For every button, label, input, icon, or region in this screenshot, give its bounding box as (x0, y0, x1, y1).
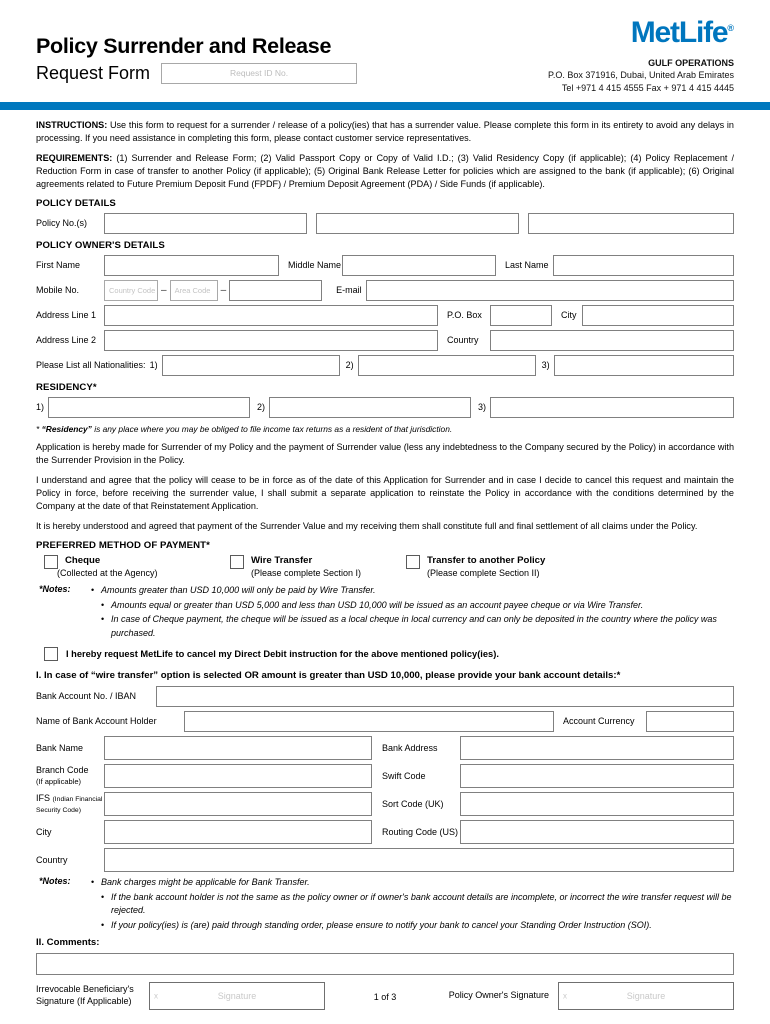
footnote-term: “Residency” (41, 423, 92, 434)
ifs-code-label-main: IFS (36, 792, 51, 803)
mobile-number-input[interactable] (229, 280, 322, 301)
payment-method-heading: PREFERRED METHOD OF PAYMENT* (36, 539, 210, 551)
beneficiary-signature-label-line1: Irrevocable Beneficiary's (36, 984, 134, 995)
sort-code-input[interactable] (460, 792, 734, 816)
residency-footnote (36, 424, 734, 436)
branch-swift-row (36, 764, 734, 788)
payment-option-wire-label: Wire Transfer (251, 554, 313, 566)
branch-code-label-sub: (If applicable) (36, 777, 82, 787)
account-currency-input[interactable] (646, 711, 734, 732)
branch-code-label-main: Branch Code (36, 765, 89, 776)
ifs-code-label-sub: (Indian Financial Security Code) (36, 795, 103, 815)
address-line-2-input[interactable] (104, 330, 438, 351)
residency-row (36, 397, 734, 418)
nationality-input-3[interactable] (554, 355, 734, 376)
residency-input-2[interactable] (269, 397, 471, 418)
policy-no-input-3[interactable] (528, 213, 734, 234)
bank-city-routing-row (36, 820, 734, 844)
email-label: E-mail (336, 284, 362, 295)
address1-row (36, 305, 734, 326)
payment-option-wire-sub: (Please complete Section I) (251, 567, 362, 578)
first-name-label: First Name (36, 259, 81, 270)
country-input[interactable] (490, 330, 734, 351)
bank-notes-list (88, 876, 734, 933)
branch-code-input[interactable] (104, 764, 372, 788)
owner-signature-label: Policy Owner's Signature (448, 990, 549, 1001)
first-name-input[interactable] (104, 255, 279, 276)
office-address: P.O. Box 371916, Dubai, United Arab Emirates (548, 70, 734, 81)
residency-input-1[interactable] (48, 397, 250, 418)
metlife-logo (631, 18, 734, 48)
policy-no-row (36, 213, 734, 234)
owner-details-heading: POLICY OWNER'S DETAILS (36, 239, 165, 251)
payment-notes (36, 584, 734, 641)
area-code-input[interactable]: Area Code (170, 280, 218, 301)
middle-name-input[interactable] (342, 255, 496, 276)
address-line-2-label: Address Line 2 (36, 334, 97, 345)
page-title: Policy Surrender and Release (36, 34, 332, 58)
bank-city-input[interactable] (104, 820, 372, 844)
po-box-input[interactable] (490, 305, 552, 326)
comments-input[interactable] (36, 953, 734, 975)
mobile-separator-2: – (220, 284, 227, 296)
branch-code-label (36, 765, 104, 787)
nationalities-label: Please List all Nationalities: (36, 359, 146, 370)
declaration-paragraph-1: Application is hereby made for Surrender of my Policy and the payment of Surrender value (less any indebtedness to the Company secured by the Policy) in accordance with the Surrender Provision in the Policy. (36, 442, 734, 466)
bank-name-label: Bank Name (36, 742, 84, 753)
account-holder-label: Name of Bank Account Holder (36, 716, 157, 727)
bank-note-3: • If your policy(ies) is (are) paid through standing order, please ensure to notify your bank to cancel your Standing Order Instruction (SOI). (101, 919, 734, 933)
routing-code-input[interactable] (460, 820, 734, 844)
page-number: 1 of 3 (373, 992, 397, 1002)
payment-note-1: • Amounts greater than USD 10,000 will only be paid by Wire Transfer. (101, 584, 734, 598)
direct-debit-row[interactable] (44, 647, 734, 661)
bank-name-input[interactable] (104, 736, 372, 760)
nationality-index-3: 3) (541, 360, 550, 371)
nationality-input-2[interactable] (358, 355, 536, 376)
address2-row (36, 330, 734, 351)
mobile-email-row (36, 280, 734, 301)
routing-code-label: Routing Code (US) (382, 826, 459, 837)
policy-no-label: Policy No.(s) (36, 217, 88, 228)
name-row (36, 255, 734, 276)
registered-trademark-icon: ® (727, 23, 734, 33)
payment-note-3: • In case of Cheque payment, the cheque will be issued as a local cheque in local currency and can only be deposited in the country where the policy was purchased. (101, 613, 734, 640)
request-id-input[interactable]: Request ID No. (161, 63, 357, 84)
payment-note-2: • Amounts equal or greater than USD 5,000 and less than USD 10,000 will be issued as an account payee cheque or via Wire Transfer. (101, 599, 734, 613)
beneficiary-signature-placeholder: Signature (217, 991, 257, 1002)
last-name-input[interactable] (553, 255, 734, 276)
footnote-text: is any place where you may be obliged to file income tax returns as a resident of that jurisdiction. (91, 423, 453, 434)
bank-note-2: • If the bank account holder is not the same as the policy owner or if owner's bank account details are incomplete, or incorrect the wire transfer request will be rejected. (101, 891, 734, 918)
residency-index-1: 1) (36, 402, 45, 413)
bank-address-input[interactable] (460, 736, 734, 760)
requirements-text: (1) Surrender and Release Form; (2) Valid Passport Copy or Copy of Valid I.D.; (3) Valid Residency Copy (if applicable); (4) Policy Replacement / Reduction Form in case of transfer to another Policy (if applicable); (5) Original Bank Release Letter for policies which are assigned to the bank (if applicable); (6) Original agreements related to Future Premium Deposit Fund (FPDF) / Premium Deposit Agreement (PDA) / Side Funds (if applicable). (36, 152, 734, 189)
payment-option-cheque[interactable] (44, 555, 230, 579)
residency-index-3: 3) (478, 402, 487, 413)
policy-details-heading: POLICY DETAILS (36, 197, 116, 209)
last-name-label: Last Name (505, 259, 549, 270)
swift-code-input[interactable] (460, 764, 734, 788)
instructions-paragraph (36, 119, 734, 145)
account-holder-input[interactable] (184, 711, 554, 732)
bank-country-label: Country (36, 854, 68, 865)
account-holder-row (36, 711, 734, 732)
bank-note-1: • Bank charges might be applicable for Bank Transfer. (101, 876, 734, 890)
payment-option-wire[interactable] (230, 555, 406, 579)
city-input[interactable] (582, 305, 734, 326)
bank-city-label: City (36, 826, 52, 837)
payment-option-transfer[interactable] (406, 555, 545, 579)
bank-notes (36, 876, 734, 933)
beneficiary-signature-label-line2: Signature (If Applicable) (36, 996, 132, 1007)
residency-input-3[interactable] (490, 397, 734, 418)
bank-section-heading: I. In case of “wire transfer” option is selected OR amount is greater than USD 10,000, please provide your bank account details:* (36, 670, 621, 682)
nationality-input-1[interactable] (162, 355, 340, 376)
instructions-label: INSTRUCTIONS: (36, 120, 108, 130)
comments-heading: II. Comments: (36, 937, 100, 949)
checkbox-transfer-policy[interactable] (406, 555, 420, 569)
bank-name-row (36, 736, 734, 760)
form-body (0, 110, 770, 1010)
header-brand-block (548, 18, 734, 95)
bank-country-row (36, 848, 734, 872)
residency-index-2: 2) (257, 402, 266, 413)
declaration-paragraph-2: I understand and agree that the policy will cease to be in force as of the date of this Application for Surrender and in case I decide to cancel this request and maintain the Policy in force, before receiving the surrender value, I shall submit a separate application to reinstate the Policy in accordance with the conditions determined by the Company at the date of that Reinstatement Application. (36, 475, 734, 512)
payment-options-group (36, 555, 734, 579)
requirements-paragraph (36, 152, 734, 191)
iban-input[interactable] (156, 686, 734, 707)
payment-option-cheque-sub: (Collected at the Agency) (57, 567, 158, 578)
policy-no-input-2[interactable] (316, 213, 519, 234)
direct-debit-label: I hereby request MetLife to cancel my Direct Debit instruction for the above mentioned policy(ies). (66, 649, 499, 660)
page-header (0, 0, 770, 102)
bank-address-label: Bank Address (382, 742, 438, 753)
payment-notes-label: *Notes: (39, 584, 71, 595)
gulf-operations-label: GULF OPERATIONS (648, 58, 734, 68)
swift-code-label: Swift Code (382, 770, 426, 781)
nationality-index-1: 1) (149, 360, 158, 371)
payment-option-cheque-label: Cheque (65, 554, 101, 566)
instructions-text: Use this form to request for a surrender / release of a policy(ies) that has a surrender value. Please complete this form in its entirety to avoid any delays in processing. If you need assistance in completing this form, please contact customer service representatives. (36, 120, 734, 143)
account-currency-label: Account Currency (563, 716, 635, 727)
ifs-sort-row (36, 792, 734, 816)
address-line-1-input[interactable] (104, 305, 438, 326)
checkbox-cheque[interactable] (44, 555, 58, 569)
owner-signature-x-mark: x (563, 991, 567, 1001)
city-label: City (561, 309, 577, 320)
email-input[interactable] (366, 280, 734, 301)
brand-divider-bar (0, 102, 770, 110)
payment-option-transfer-sub: (Please complete Section II) (427, 567, 540, 578)
address-line-1-label: Address Line 1 (36, 309, 97, 320)
po-box-label: P.O. Box (447, 309, 482, 320)
iban-row (36, 686, 734, 707)
nationality-index-2: 2) (345, 360, 354, 371)
mobile-label: Mobile No. (36, 284, 80, 295)
policy-no-input-1[interactable] (104, 213, 307, 234)
page-subtitle: Request Form (36, 63, 151, 83)
mobile-separator-1: – (161, 284, 167, 296)
iban-label: Bank Account No. / IBAN (36, 691, 137, 702)
nationalities-row (36, 355, 734, 376)
office-phone: Tel +971 4 415 4555 Fax + 971 4 415 4445 (561, 83, 734, 94)
logo-wordmark: MetLife (630, 16, 728, 49)
bank-notes-label: *Notes: (39, 876, 71, 887)
checkbox-wire-transfer[interactable] (230, 555, 244, 569)
requirements-label: REQUIREMENTS: (36, 152, 113, 163)
ifs-code-label (36, 793, 104, 815)
middle-name-label: Middle Name (288, 259, 342, 270)
owner-signature-placeholder: Signature (626, 991, 666, 1002)
beneficiary-signature-x-mark: x (154, 991, 158, 1001)
country-label: Country (447, 334, 479, 345)
checkbox-cancel-direct-debit[interactable] (44, 647, 58, 661)
payment-option-transfer-label: Transfer to another Policy (427, 554, 546, 566)
footnote-star: * (36, 423, 42, 434)
country-code-input[interactable]: Country Code (104, 280, 158, 301)
declaration-paragraph-3: It is hereby understood and agreed that payment of the Surrender Value and my receiving them shall constitute full and final settlement of all claims under the Policy. (36, 520, 698, 531)
header-title-block (36, 36, 357, 84)
bank-country-input[interactable] (104, 848, 734, 872)
ifs-code-input[interactable] (104, 792, 372, 816)
sort-code-label: Sort Code (UK) (382, 798, 444, 809)
subtitle-row (36, 63, 357, 84)
residency-heading: RESIDENCY* (36, 381, 97, 393)
payment-notes-list (88, 584, 734, 641)
